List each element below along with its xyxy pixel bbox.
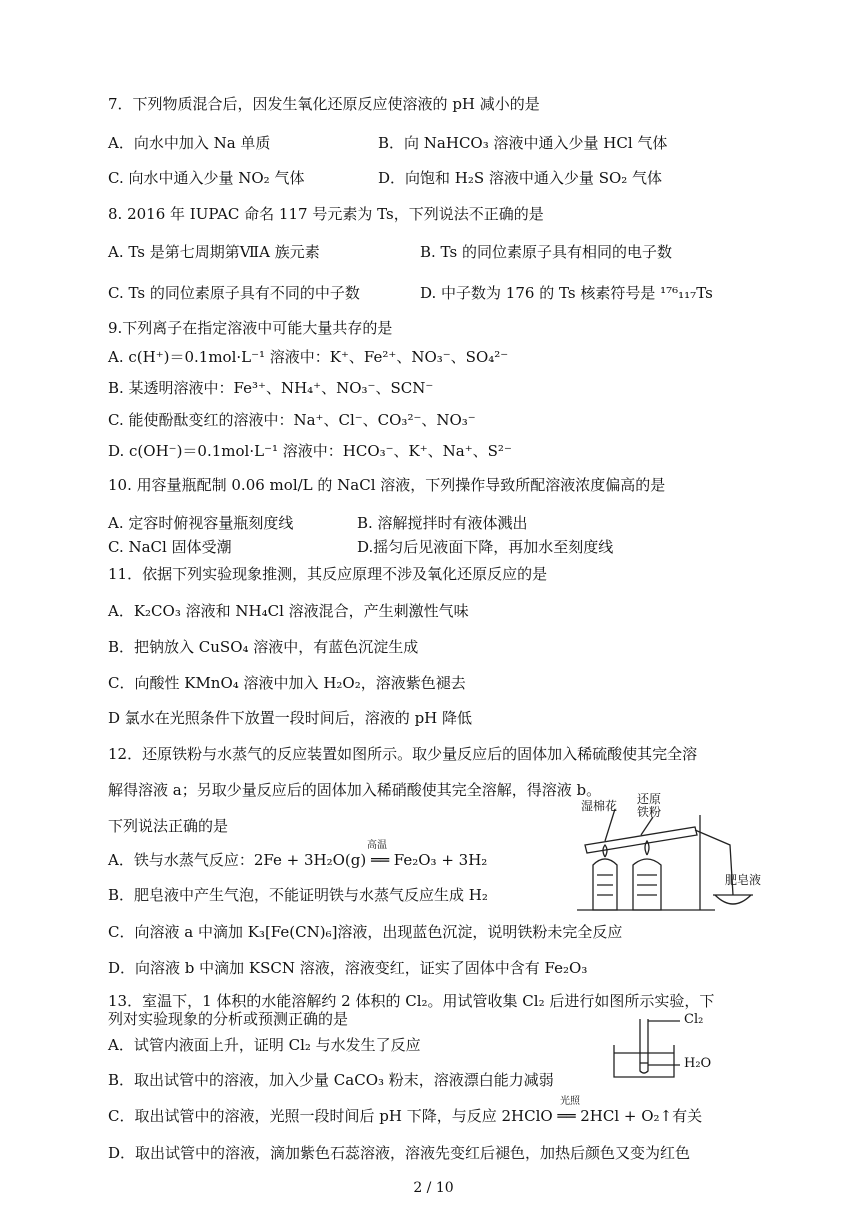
q7-option-a: A．向水中加入 Na 单质 (108, 134, 271, 152)
q10-option-b: B. 溶解搅拌时有液体溅出 (357, 514, 528, 532)
q9-option-d: D. c(OH⁻)＝0.1mol·L⁻¹ 溶液中：HCO₃⁻、K⁺、Na⁺、S²⁻ (108, 442, 512, 460)
q12-option-d: D．向溶液 b 中滴加 KSCN 溶液，溶液变红，证实了固体中含有 Fe₂O₃ (108, 959, 588, 977)
q10-stem: 10. 用容量瓶配制 0.06 mol/L 的 NaCl 溶液，下列操作导致所配溶液浓度偏高的是 (108, 476, 666, 494)
q10-option-c: C. NaCl 固体受潮 (108, 538, 232, 556)
cl2-test-tube-figure (610, 1012, 720, 1085)
q12-stem-line3: 下列说法正确的是 (108, 817, 229, 835)
q11-option-c: C．向酸性 KMnO₄ 溶液中加入 H₂O₂，溶液紫色褪去 (108, 674, 466, 692)
q7-stem: 7．下列物质混合后，因发生氧化还原反应使溶液的 pH 减小的是 (108, 95, 540, 113)
page-number: 2 / 10 (413, 1180, 454, 1196)
label-wet-cotton: 湿棉花 (581, 799, 618, 813)
test-tube-drawing (610, 1015, 720, 1085)
label-cl2: Cl₂ (684, 1012, 704, 1027)
q9-option-c: C. 能使酚酞变红的溶液中：Na⁺、Cl⁻、CO₃²⁻、NO₃⁻ (108, 411, 476, 429)
q8-stem: 8. 2016 年 IUPAC 命名 117 号元素为 Ts，下列说法不正确的是 (108, 205, 544, 223)
q7-option-c: C. 向水中通入少量 NO₂ 气体 (108, 169, 305, 187)
q13-option-a: A．试管内液面上升，证明 Cl₂ 与水发生了反应 (108, 1036, 421, 1054)
q7-option-b: B．向 NaHCO₃ 溶液中通入少量 HCl 气体 (378, 134, 668, 152)
iron-steam-apparatus-figure (575, 792, 775, 920)
q12-option-a: A．铁与水蒸气反应：2Fe + 3H₂O(g) ══ Fe₂O₃ + 3H₂ (108, 851, 488, 869)
q8-option-c: C. Ts 的同位素原子具有不同的中子数 (108, 284, 360, 302)
q11-option-d: D 氯水在光照条件下放置一段时间后，溶液的 pH 降低 (108, 709, 473, 727)
q13-reaction-condition: 光照 (560, 1096, 580, 1107)
label-h2o: H₂O (684, 1056, 712, 1071)
q12-stem-line1: 12．还原铁粉与水蒸气的反应装置如图所示。取少量反应后的固体加入稀硫酸使其完全溶 (108, 745, 698, 763)
q9-option-b: B. 某透明溶液中：Fe³⁺、NH₄⁺、NO₃⁻、SCN⁻ (108, 379, 434, 397)
q10-option-d: D.摇匀后见液面下降，再加水至刻度线 (357, 538, 614, 556)
q8-option-b: B. Ts 的同位素原子具有相同的电子数 (420, 243, 672, 261)
q10-option-a: A. 定容时俯视容量瓶刻度线 (108, 514, 294, 532)
q11-stem: 11．依据下列实验现象推测，其反应原理不涉及氧化还原反应的是 (108, 565, 548, 583)
q11-option-a: A．K₂CO₃ 溶液和 NH₄Cl 溶液混合，产生刺激性气味 (108, 602, 469, 620)
q13-stem-line2: 列对实验现象的分析或预测正确的是 (108, 1010, 349, 1028)
q12-option-b: B．肥皂液中产生气泡，不能证明铁与水蒸气反应生成 H₂ (108, 886, 488, 904)
q9-stem: 9.下列离子在指定溶液中可能大量共存的是 (108, 319, 393, 337)
q8-option-d: D. 中子数为 176 的 Ts 核素符号是 ¹⁷⁶₁₁₇Ts (420, 284, 713, 302)
q7-option-d: D．向饱和 H₂S 溶液中通入少量 SO₂ 气体 (378, 169, 663, 187)
q12-option-c: C．向溶液 a 中滴加 K₃[Fe(CN)₆]溶液，出现蓝色沉淀，说明铁粉未完全反应 (108, 923, 623, 941)
q12-stem-line2: 解得溶液 a；另取少量反应后的固体加入稀硝酸使其完全溶解，得溶液 b。 (108, 781, 602, 799)
q13-option-d: D．取出试管中的溶液，滴加紫色石蕊溶液，溶液先变红后褪色，加热后颜色又变为红色 (108, 1144, 691, 1162)
q13-option-b: B．取出试管中的溶液，加入少量 CaCO₃ 粉末，溶液漂白能力减弱 (108, 1071, 554, 1089)
q12-reaction-condition: 高温 (367, 840, 387, 851)
q11-option-b: B．把钠放入 CuSO₄ 溶液中，有蓝色沉淀生成 (108, 638, 419, 656)
q9-option-a: A. c(H⁺)＝0.1mol·L⁻¹ 溶液中：K⁺、Fe²⁺、NO₃⁻、SO₄²⁻ (108, 348, 509, 366)
q13-option-c: C．取出试管中的溶液，光照一段时间后 pH 下降，与反应 2HClO ══ 2HCl + O₂↑有关 (108, 1107, 703, 1125)
q13-stem-line1: 13．室温下，1 体积的水能溶解约 2 体积的 Cl₂。用试管收集 Cl₂ 后进行如图所示实验，下 (108, 992, 715, 1010)
label-reduced-iron-powder: 还原 铁粉 (637, 792, 662, 819)
q8-option-a: A. Ts 是第七周期第ⅦA 族元素 (108, 243, 320, 261)
label-soap-solution: 肥皂液 (725, 873, 762, 887)
